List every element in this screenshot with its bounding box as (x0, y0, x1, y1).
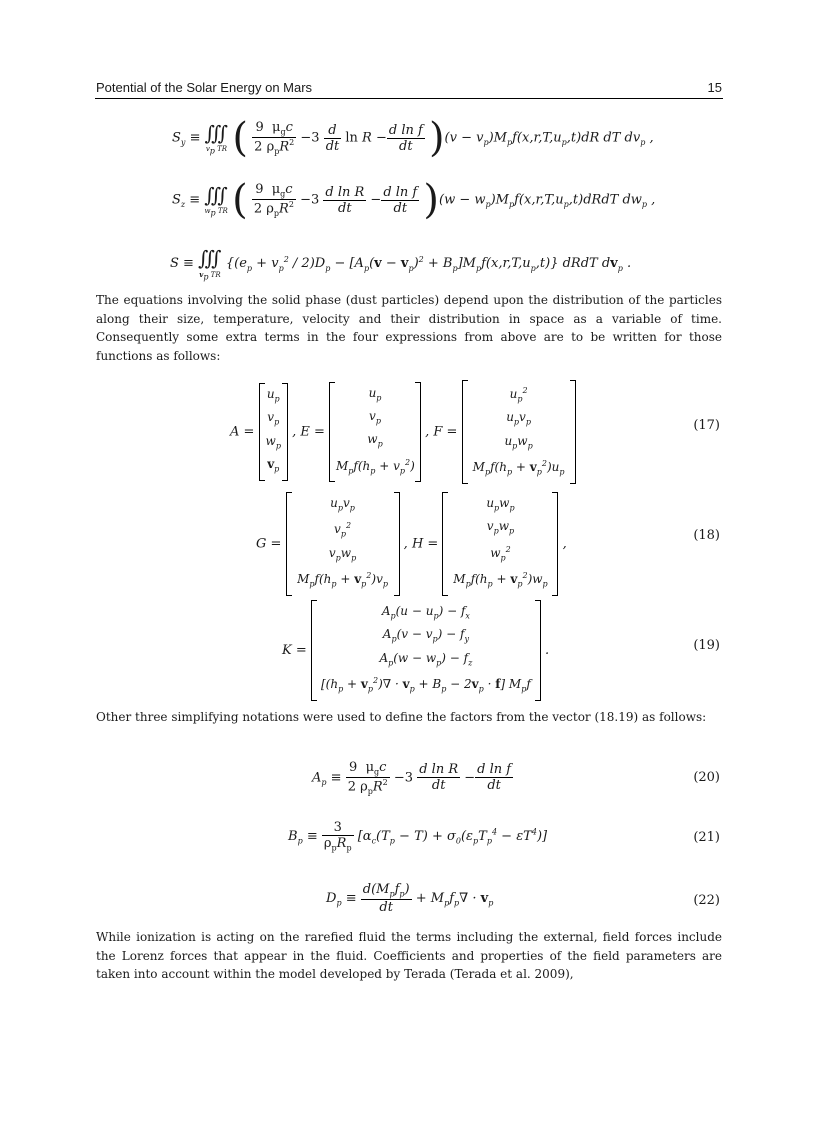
equation-number-17: (17) (693, 418, 720, 433)
equation-19: K = $A_p(u - u_p) - f_x$ $A_p(v - v_p) - f_y$ $A_p(w - w_p) - f_z$ $[(h_p + v_p^2)\nabla \cdot v_p + B_p - 2v_p \cdot f]$ $M_pf$ . (282, 600, 549, 701)
equation-sy: $S_y$ ≡ ∭ $v_p$ TR ( $\frac{9 \mu_gc}{2 \rho_pR^2}$ −3 $\frac{d}{dt}$ ln R − $\frac{\text{d ln f}}{dt}$ )$(v - v_p)M_pf(x,r,T,u_p,t)dR$ dT $dv_p$ , (172, 115, 654, 161)
paragraph-solid-phase: The equations involving the solid phase (dust particles) depend upon the distribution of the particles along their size, temperature, velocity and their distribution in space as a variable of time. Consequently some extra terms in the four expressions from above are to be written for those functions as follows: (96, 293, 722, 363)
equation-number-21: (21) (693, 830, 720, 845)
equation-s: S ≡ ∭ $v_p$ TR $\{(e_p + v_p^2 / 2)D_p - [A_p(v - v_p)^2 + B_p]M_pf(x,r,T,u_p,t)\}$ dRdT $dv_p$ . (170, 246, 632, 282)
equation-20: $A_p$ ≡ $\frac{9 \mu_gc}{2 \rho_pR^2}$ −3 $\frac{\text{d ln R}}{dt}$ − $\frac{\text{d ln f}}{dt}$ (312, 760, 512, 796)
equation-number-19: (19) (693, 638, 720, 653)
equation-17: A = $u_p$ $v_p$ $w_p$ $v_p$ , E = $u_p$ $v_p$ $w_p$ $M_pf(h_p + v_p^2)$ , F = $u_p^2$ $u_pv_p$ $u_pw_p$ $M_pf(h_p + v_p^2)u_p$ (230, 380, 576, 484)
equation-18: G = $u_pv_p$ $v_p^2$ $v_pw_p$ $M_pf(h_p + v_p^2)v_p$ , H = $u_pw_p$ $v_pw_p$ $w_p^2$ $M_pf(h_p + v_p^2)w_p$ , (256, 492, 567, 596)
equation-number-22: (22) (693, 893, 720, 908)
paragraph-notations: Other three simplifying notations were used to define the factors from the vector (18.19) as follows: (96, 710, 707, 724)
equation-21: $B_p$ ≡ $\frac{3}{\rho_pR_p}$ $[\alpha_c(T_p - T) + \sigma_0(\varepsilon_pT_p^4 - \varepsilon T^4)]$ (288, 820, 548, 853)
equation-22: $D_p$ ≡ $\frac{d(M_pf_p)}{dt}$ + $M_pf_p\nabla \cdot v_p$ (326, 882, 494, 915)
running-header-title: Potential of the Solar Energy on Mars (96, 80, 313, 95)
paragraph-ionization: While ionization is acting on the rarefied fluid the terms including the external, field forces include the Lorenz forces that appear in the fluid. Coefficients and properties of the field parameters are taken into account within the model developed by Terada (Terada et al. 2009), (96, 930, 722, 981)
equation-number-18: (18) (693, 528, 720, 543)
page-number: 15 (707, 80, 722, 95)
equation-number-20: (20) (693, 770, 720, 785)
header-divider (95, 98, 723, 99)
equation-sz: $S_z$ ≡ ∭ $w_p$ TR ( $\frac{9 \mu_gc}{2 \rho_pR^2}$ −3 $\frac{\text{d ln R}}{dt}$ − $\frac{\text{d ln f}}{dt}$ )$(w - w_p)M_pf(x,r,T,u_p,t)dRdT$ $dw_p$ , (172, 177, 656, 223)
